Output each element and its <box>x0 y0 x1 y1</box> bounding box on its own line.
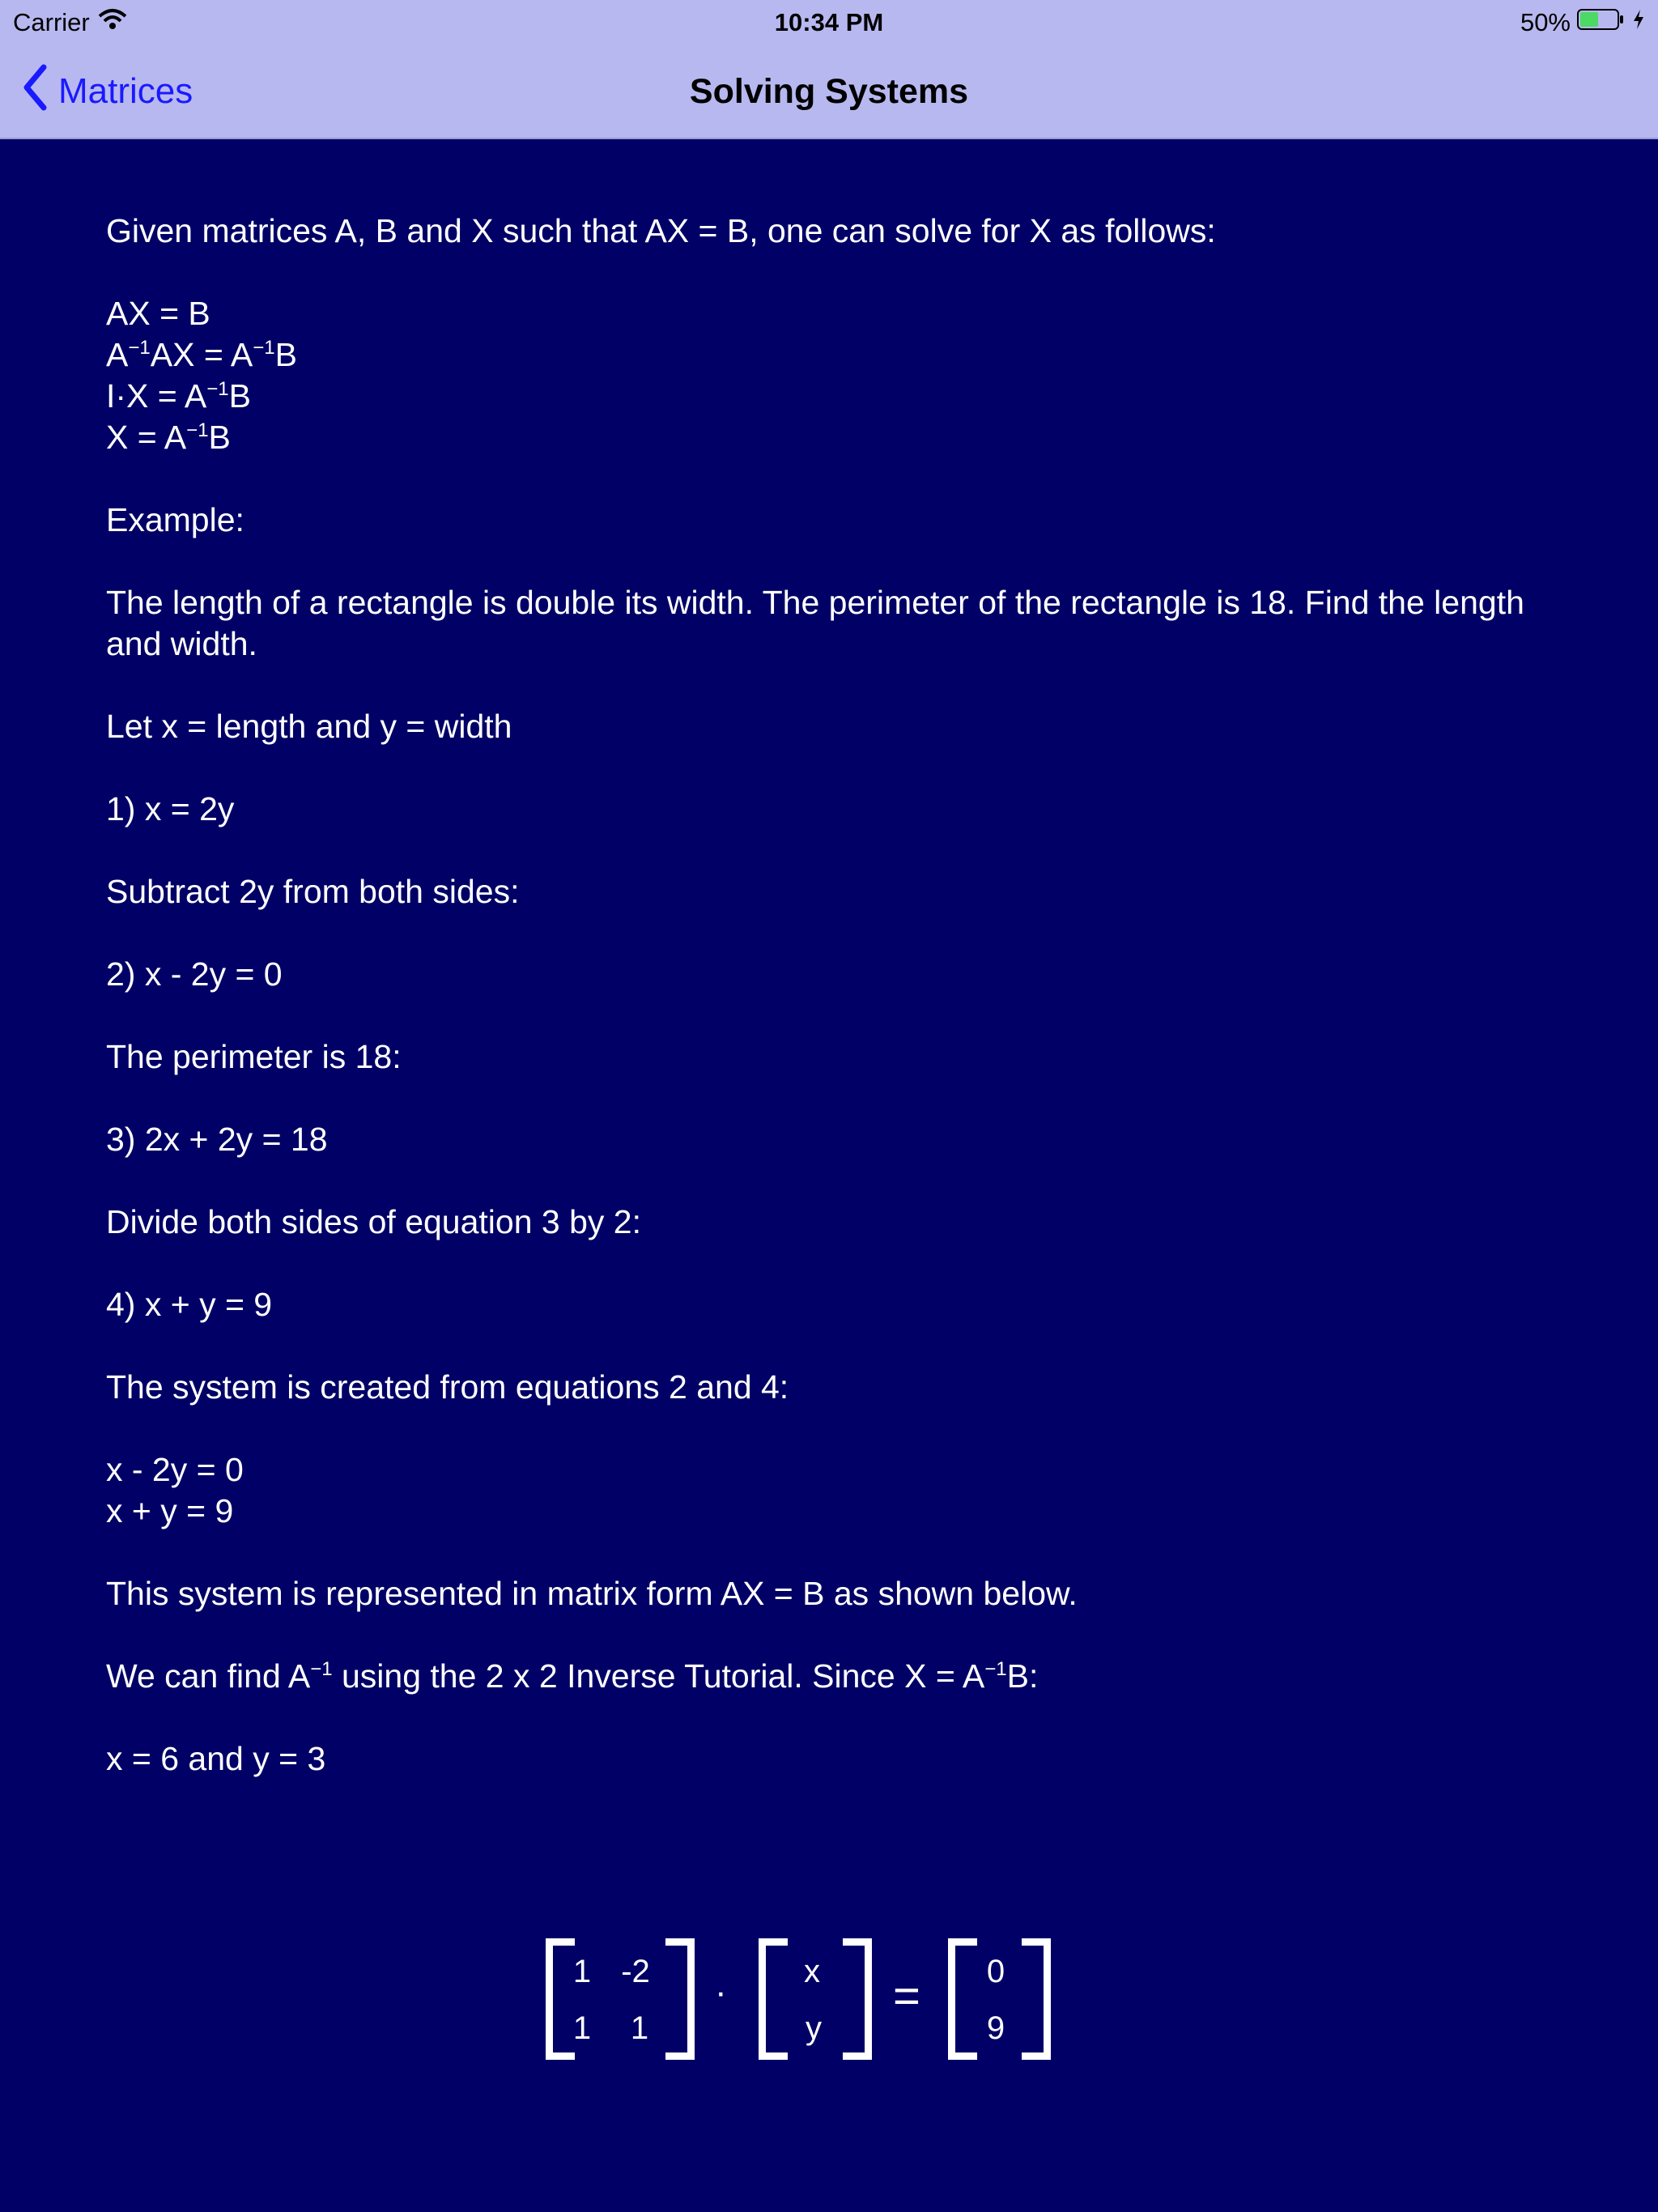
variable-definition: Let x = length and y = width <box>106 708 512 745</box>
battery-percent: 50% <box>1520 8 1571 36</box>
page-title: Solving Systems <box>689 72 969 111</box>
equation-4: 4) x + y = 9 <box>106 1286 273 1323</box>
equals-sign: = <box>893 1970 920 2023</box>
step-text-2: The perimeter is 18: <box>106 1038 402 1075</box>
matrix-form-text: This system is represented in matrix form AX = B as shown below. <box>106 1575 1078 1612</box>
matrix-a-cell: 1 <box>572 2010 592 2046</box>
matrix-a-right-bracket <box>665 1938 695 2060</box>
step-text-3: Divide both sides of equation 3 by 2: <box>106 1203 641 1240</box>
status-bar <box>0 0 1658 45</box>
matrix-equation <box>0 1927 1658 2073</box>
matrix-a-cell: 1 <box>572 1954 592 1989</box>
equation-2: 2) x - 2y = 0 <box>106 955 283 993</box>
multiply-dot: · <box>715 1972 727 2012</box>
equation-1: 1) x = 2y <box>106 790 235 827</box>
matrix-b-cell: 0 <box>986 1954 1005 1989</box>
derivation-line-3: $I\cdot X = A^{-1}B$ <box>106 377 251 415</box>
matrix-a-cell: 1 <box>630 2010 649 2046</box>
system-equation-1: x - 2y = 0 <box>106 1451 244 1488</box>
navigation-bar <box>0 45 1658 139</box>
derivation-line-4: $X = A^{-1}B$ <box>106 419 231 456</box>
problem-statement: The length of a rectangle is double its width. The perimeter of the rectangle is 18. Find the length and width. <box>106 584 1524 662</box>
step-text-4: The system is created from equations 2 and 4: <box>106 1368 789 1406</box>
matrix-a-cell: -2 <box>621 1954 650 1989</box>
matrix-b-right-bracket <box>1022 1938 1051 2060</box>
derivation-line-2: $A^{-1}AX = A^{-1}B$ <box>106 336 297 373</box>
step-text-1: Subtract 2y from both sides: <box>106 873 520 910</box>
equation-3: 3) 2x + 2y = 18 <box>106 1121 328 1158</box>
matrix-x-cell: y <box>806 2010 822 2046</box>
system-equation-2: x + y = 9 <box>106 1492 234 1529</box>
back-button-label: Matrices <box>58 71 193 111</box>
carrier-label: Carrier <box>13 8 90 36</box>
battery-indicator <box>1520 8 1645 37</box>
battery-icon <box>1577 8 1626 37</box>
status-time: 10:34 PM <box>774 8 884 36</box>
matrix-x-cell: x <box>804 1954 820 1989</box>
answer-text: x = 6 and y = 3 <box>106 1740 326 1777</box>
matrix-x-right-bracket <box>843 1938 872 2060</box>
example-heading: Example: <box>106 501 244 538</box>
inverse-text: We can find $A^{-1}$ using the 2 x 2 Inverse Tutorial. Since $X = A^{-1}B$: <box>106 1657 1039 1695</box>
tutorial-content <box>106 211 1563 1780</box>
derivation-line-1: AX = B <box>106 295 210 332</box>
intro-text: Given matrices A, B and X such that AX = B, one can solve for X as follows: <box>106 212 1216 249</box>
matrix-b-cell: 9 <box>986 2010 1005 2046</box>
charging-bolt-icon <box>1632 8 1645 37</box>
